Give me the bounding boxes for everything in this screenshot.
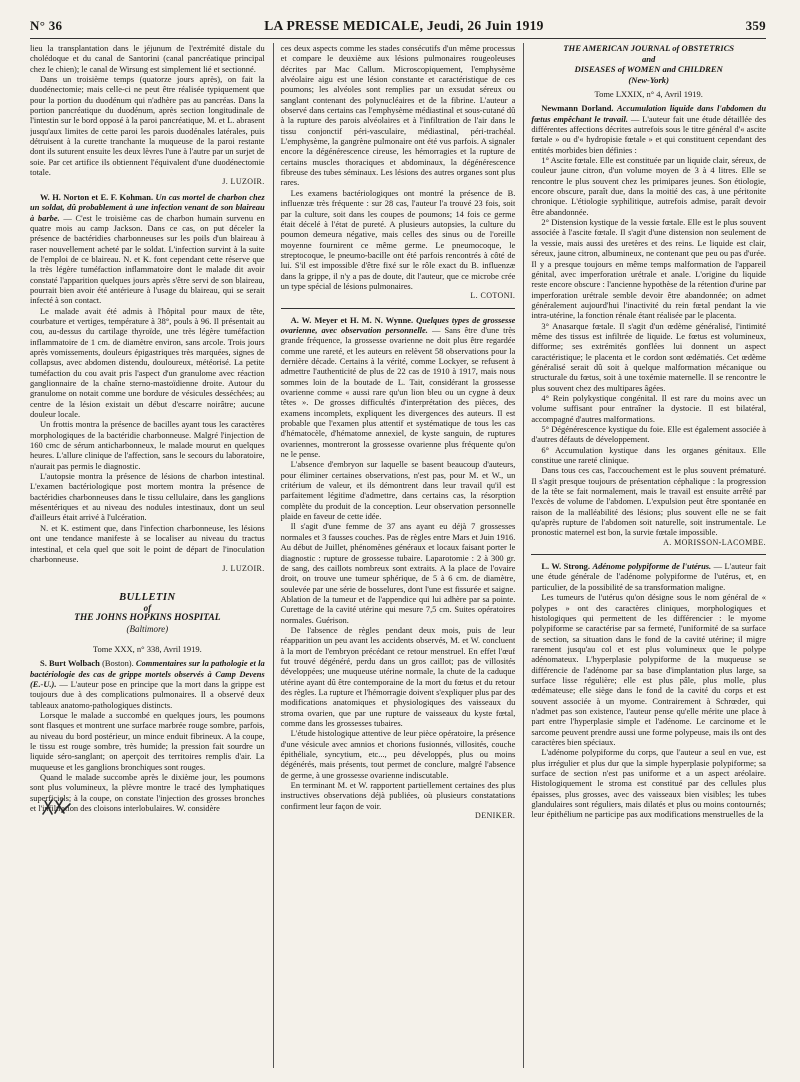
journal-block [30, 593, 265, 634]
article-title: Commentaires sur la pathologie et la bactériologie des cas de grippe mortels observés à Camp Devens (E.-U.). [30, 658, 265, 689]
paragraph: Lorsque le malade a succombé en quelques jours, les poumons sont flasques et montrent une surface marbrée rouge sombre, parfois, au niveau du bord postérieur, un mince enduit fibrineux. A la coupe, le tissu est rouge sombre, très humide; la pression fait sourdre un liquide séro-sanglant; on aperçoit des territoires remplis d'air. La muqueuse et les ganglions bronchiques sont rouges. [30, 709, 265, 772]
paragraph: C'est le troisième cas de charbon humain survenu en quatre mois au camp Jackson. Dans ce cas, on put déceler la présence de bactéridies charbonneuses sur les poils d'un blaireau à raser nouvellement acheté par le soldat. L'infection survint à la suite de l'emploi de ce blaireau. N. et K. font cependant cette réserve que la très légère tuméfaction inflammatoire dont le malade dit avoir constaté l'apparition quelques jours après s'être servi de son blaireau, pourrait bien avoir été antérieure à l'usage du blaireau, qui se serait infecté à son contact. [30, 212, 265, 306]
column-3 [523, 43, 766, 1068]
journal-block [531, 43, 766, 85]
article-heading: Newmann Dorland. Accumulation liquide dans l'abdomen du fœtus empêchant le travail. — L'auteur fait une étude détaillée des différentes affections décrites autrefois sous le titre général d'« ascite fœtale » ou d'« hydropisie fœtale » et qui constituent cependant des entités morbides bien définies : [531, 103, 766, 155]
article-title: Un cas mortel de charbon chez un soldat, dû probablement à une infection venant de son blaireau à barbe. [30, 191, 265, 223]
journal-title: LA PRESSE MEDICALE, Jeudi, 26 Juin 1919 [264, 18, 544, 33]
paragraph: Les examens bactériologiques ont montré la présence de B. influenzæ très fréquente : sur 28 cas, l'auteur l'a trouvé 23 fois, soit par la culture, soit dans les coupes de poumons; 14 fois ce germe était décelé à l'état de pureté. A plusieurs autopsies, la culture du poumon demeura négative, mais celles des sinus ou de l'oreille moyenne fournirent ce même germe. Le pneumocoque, le streptocoque, le pneumo-bacille ont été parfois rencontrés à côté de lui. S'il est impossible d'être fixé sur le rôle exact du B. influenzæ dans la grippe, il n'y a pas de doute, dit l'auteur, que ce microbe crée un type spécial de lésions pulmonaires. [280, 187, 516, 291]
article-author: W. H. Norton et E. F. Kohman. [40, 191, 154, 202]
divider [531, 554, 766, 555]
column-2 [273, 43, 516, 1068]
journal-line: and [641, 53, 656, 64]
signature: J. LUZOIR. [222, 564, 265, 574]
paragraph: 2° Distension kystique de la vessie fœtale. Elle est le plus souvent associée à l'ascite fœtale. Il s'agit d'une distension non seulement de la vessie, mais aussi des uretères et des reins. Le liquide est clair, séreux, jaune citron, albumineux, ne contenant que peu ou pas d'urée. Il y a presque toujours en même temps malformation de l'appareil génital, avec imperforation urétrale et anale. L'origine du liquide reste encore obscure : l'ancienne hypothèse de la rétention d'urine par imperforation urétrale semble devoir être abandonnée; on admet généralement aujourd'hui l'inactivité du rein fœtal pendant la vie intra-utérine, la fonction rénale étant réalisée par le placenta. [531, 217, 766, 321]
journal-line: DISEASES of WOMEN and CHILDREN [574, 64, 723, 74]
bulletin-of: of [143, 602, 152, 613]
bulletin-label: BULLETIN [119, 591, 176, 603]
paragraph: Le malade avait été admis à l'hôpital pour maux de tête, courbature et vertiges, température à 38°, pouls à 96. Il présentait au cou, au-dessus du cartilage thyroïde, une très légère tuméfaction inflammatoire de 1 cm. de diamètre environ, sans arcole. Trois jours après vomissements, douleurs épigastriques très marquées, signes de collapsus, avec abdomen distendu, douloureux, météorisé. La petite tuméfaction du cou avait pris l'aspect d'un granulome avec réaction ganglionnaire de la chaîne sterno-mastoïdienne droite. Autour du granulome on notait comme une bordure de vésicules desséchées; au centre de la lésion existait un début d'escarre noirâtre; aucune douleur locale. [30, 305, 265, 420]
paragraph: Il s'agit d'une femme de 37 ans ayant eu déjà 7 grossesses normales et 3 fausses couches. Pas de règles entre Mars et Juin 1916. Au début de Juillet, phénomènes généraux et locaux faisant porter le diagnostic : rupture de grossesse tubaire. Laparotomie : 2 à 300 gr. de sang, des caillots nombreux sont extraits. A la place de l'ovaire droit, on trouve une tumeur sphérique, de 5 à 6 cm. de diamètre, soulevée par une série de bosselures, dont l'une est fissurée et saigne. Ablation de la tumeur et de l'appendice qui lui adhère par sa pointe. Curettage de la cavité utérine qui mesure 7,5 cm. Suites opératoires normales. Guérison. [280, 521, 516, 625]
paragraph: 3° Anasarque fœtale. Il s'agit d'un œdème généralisé, l'intimité même des tissus est infiltrée de liquide. Le fœtus est volumineux, difforme; ses extrémités gonflées lui donnent un aspect caractéristique; le placenta et le cordon sont œdématiés. Cet œdème généralisé serait dû soit à quelque malformation mécanique ou structurale du fœtus, soit à une toxémie maternelle. Il se rencontre le plus souvent chez des multipares âgées. [531, 320, 766, 393]
paragraph: 6° Accumulation kystique dans les organes génitaux. Elle constitue une rareté clinique. [531, 444, 766, 466]
tome-line: Tome LXXIX, n° 4, Avril 1919. [594, 89, 703, 99]
paragraph: Quand le malade succombe après le dixième jour, les poumons sont plus volumineux, la plèvre montre le tracé des lymphatiques superficiels; à la coupe, on constate l'injection des grosses bronches et l'infiltration des cloisons interlobulaires. W. considère [30, 772, 265, 814]
signature: L. COTONI. [470, 291, 516, 301]
paragraph: L'auteur fait une étude générale de l'adénome polypiforme de l'utérus, et, en particulier, de la possibilité de sa transformation maligne. [531, 561, 766, 592]
article-heading: S. Burt Wolbach (Boston). Commentaires sur la pathologie et la bactériologie des cas de grippe mortels observés à Camp Devens (E.-U.). — L'auteur pose en principe que la mort dans la grippe est toujours due à des complications pulmonaires. Il a observé deux tableaux anatomo-pathologiques distincts. [30, 658, 265, 710]
columns [30, 43, 766, 1068]
page-header [30, 18, 766, 34]
article-author: L. W. Strong. [541, 561, 590, 572]
paragraph: Dans un troisième temps (quatorze jours après), on fait la duodénectomie; mais celle-ci ne peut être réalisée typiquement que pour la portion du duodénum qui n'adhère pas au pancréas. Dans la portion pancréatique du duodénum, après section longitudinale de l'intestin sur le bord opposé à la paroi pancréatique, M. et L. abrasent jusqu'aux limites de cette paroi les parois duodénales latérales, puis détruisent à la curette tranchante la muqueuse de la paroi restante dont ils suturent ensuite les deux lèvres l'une à l'autre par un surjet de soie. Par cet artifice ils obtiennent l'équivalent d'une duodénectomie totale. [30, 74, 265, 178]
article-heading: L. W. Strong. Adénome polypiforme de l'utérus. — L'auteur fait une étude générale de l'adénome polypiforme de l'utérus, et, en particulier, de la possibilité de sa transformation maligne. [531, 561, 766, 592]
tome-line: Tome XXX, n° 338, Avril 1919. [92, 643, 202, 654]
column-1 [30, 43, 265, 1068]
paragraph: L'autopsie montra la présence de lésions de charbon intestinal. L'examen bactériologique post mortem montra la présence de bactéridies charbonneuses dans le tissu cellulaire, dans les ganglions mésentériques et au niveau des nodules intestinaux, dont un seul d'ailleurs était arrivé à l'ulcération. [30, 471, 265, 523]
paragraph: 4° Rein polykystique congénital. Il est rare du moins avec un volume suffisant pour entraîner la dystocie. Il est bilatéral, accompagné d'autres malformations. [531, 392, 766, 424]
paragraph: lieu la transplantation dans le jéjunum de l'extrémité distale du cholédoque et du canal de Santorini (canal pancréatique principal chez le chien); le canal de Wirsung est simplement lié et sectionné. [30, 43, 265, 74]
paragraph: Dans tous ces cas, l'accouchement est le plus souvent prématuré. Il s'agit presque toujours de présentation céphalique : la progression de la tête se fait normalement, mais le travail est ensuite arrêté par l'excès de volume de l'abdomen. L'expulsion peut être spontanée en raison de la malléabilité des lésions; plus souvent elle ne se fait qu'après rupture de l'abdomen soit naturelle, soit instrumentale. Le pronostic maternel est bon, la survie fœtale impossible. [531, 465, 766, 538]
signature: A. MORISSON-LACOMBE. [663, 537, 766, 547]
paragraph: Sans être d'une très grande fréquence, la grossesse ovarienne ne doit plus être regardée comme une rareté, et les auteurs en relèvent 58 observations pour la dernière décade. Certains à la vérité, comme Lockyer, se refusent à admettre l'authenticité de plus de 22 cas de 1910 à 1917, mais nous sommes loin de la boutade de L. Tait, considérant la grossesse ovarienne comme « aussi rare qu'un lion bleu ou un cygne à deux têtes ». De grosses difficultés d'interprétation des pièces, des examens incomplets, expliquent les divergences des auteurs. Il est probable que l'examen plus attentif et systématique de tous les cas d'hématocèle, d'hématome annexiel, de kyste sanguin, de ruptures ovariennes, montreront la grossesse ovarienne plus fréquente qu'on ne le pense. [280, 324, 516, 460]
paragraph: L'étude histologique attentive de leur pièce opératoire, la présence d'une vésicule avec amnios et chorions fusionnés, villosités, couche épithéliale, syncytium, etc..., peu développés, plus ou moins dégénérés, mais présents, tout permet de conclure, malgré l'absence de germe, à une grossesse ovarienne indiscutable. [280, 728, 516, 780]
article-title: Adénome polypiforme de l'utérus. [592, 561, 712, 572]
paragraph: L'absence d'embryon sur laquelle se basent beaucoup d'auteurs, pour éliminer certaines observations, n'est pas, pour M. et W., un critérium de valeur, et ils démontrent dans leur travail qu'il est parfaitement légitime d'admettre, dans certains cas, la résorption complète du produit de la conception. Leur observation personnelle plaide en faveur de cette idée. [280, 459, 516, 522]
header-rule [30, 38, 766, 39]
paragraph: 5° Dégénérescence kystique du foie. Elle est également associée à d'autres défauts de développement. [531, 424, 766, 445]
paragraph: En terminant M. et W. rapportent partiellement certaines des plus instructives observations déjà publiées, où plusieurs constatations confirment leur façon de voir. [280, 780, 516, 811]
signature: DENIKER. [475, 811, 516, 821]
article-heading: A. W. Meyer et H. M. N. Wynne. Quelques types de grossesse ovarienne, avec observation personnelle. — Sans être d'une très grande fréquence, la grossesse ovarienne ne doit plus être regardée comme une rareté, et les auteurs en relèvent 58 observations pour la dernière décade. Certains à la vérité, comme Lockyer, se refusent à admettre l'authenticité de plus de 22 cas de 1910 à 1917, mais nous sommes loin de la boutade de L. Tait, considérant la grossesse ovarienne comme « aussi rare qu'un lion bleu ou un cygne à deux têtes ». De grosses difficultés d'interprétation des pièces, des examens incomplets, expliquent les divergences des auteurs. Il est probable que l'examen plus attentif et systématique de tous les cas d'hématocèle, d'hématome annexiel, de kyste sanguin, de ruptures ovariennes, montreront la grossesse ovarienne plus fréquente qu'on ne le pense. [280, 314, 516, 460]
bulletin-city: (Baltimore) [126, 623, 169, 634]
article-author: A. W. Meyer et H. M. N. Wynne. [290, 314, 414, 325]
article-title: Quelques types de grossesse ovarienne, avec observation personnelle. [280, 314, 516, 335]
paragraph: L'auteur pose en principe que la mort dans la grippe est toujours due à des complications pulmonaires. Il a observé deux tableaux anatomo-pathologiques distincts. [30, 678, 265, 710]
paragraph: Les tumeurs de l'utérus qu'on désigne sous le nom général de « polypes » ont des caractères cliniques, morphologiques et histologiques qui permettent de les différencier : le myome polypiforme se caractérise par sa fermeté, l'uniformité de sa surface de section, sa situation dans le fond de la cavité utérine; il migre rarement jusqu'au col et est plus volumineux que le polype adénomateux. L'hyperplasie polypiforme de la muqueuse se différencie de l'adénome par sa base d'implantation plus large, sa surface lisse régulière; elle est plus pâle, plus molle, plus œdémateuse; elle siège dans le fond de la cavité du corps et est souvent associée à un myome. Contrairement à Schrœder, qui n'admet pas son existence, l'auteur pense qu'elle mérite une place à part entre l'hyperplasie simple et l'adénome. Le carcinome et le sarcome peuvent prendre aussi une forme polypeuse, mais ils ont des caractères bien spéciaux. [531, 592, 766, 747]
article-heading: W. H. Norton et E. F. Kohman. Un cas mortel de charbon chez un soldat, dû probablement à une infection venant de son blaireau à barbe. — C'est le troisième cas de charbon humain survenu en quatre mois au camp Jackson. Dans ce cas, on put déceler la présence de bactéridies charbonneuses sur les poils d'un blaireau à raser nouvellement acheté par le soldat. L'infection survint à la suite de l'emploi de ce blaireau. N. et K. font cependant cette réserve que la très légère tuméfaction inflammatoire dont le malade dit avoir constaté l'apparition quelques jours après s'être servi de son blaireau, pourrait bien avoir été antérieure à l'usage du blaireau, qui se serait infecté à son contact. [30, 191, 265, 306]
paragraph: L'adénome polypiforme du corps, que l'auteur a seul en vue, est plus irrégulier et plus dur que la simple hyperplasie polypiforme; sa surface de section n'est pas uniforme et a un aspect aréolaire. Histologiquement le stroma est constitué par des cellules plus épaisses, plus grosses, avec des vaisseaux bien visibles; les tubes glandulaires sont réguliers, mais dilatés et plus ou moins contournés; leur épithélium ne participe pas aux modifications menstruelles de la [531, 747, 766, 820]
issue-number: N° 36 [30, 18, 63, 33]
journal-line: (New-York) [628, 74, 669, 85]
bulletin-journal: THE JOHNS HOPKINS HOSPITAL [74, 613, 221, 624]
page-number: 359 [745, 18, 766, 33]
paragraph: ces deux aspects comme les stades consécutifs d'un même processus et compare le deuxième aux lésions pulmonaires rougeoleuses décrites par Mac Callum. Microscopiquement, l'emphysème alvéolaire aigu est une lésion constante et caractéristique de ces poumons; les alvéoles sont remplies par un exsudat séreux ou sanglant contenant des polynucléaires et de la fibrine. L'auteur a observé dans certains cas l'emphysème médiastinal et sous-cutané dû à la rupture des parois alvéolaires et à l'infiltration de l'air dans le tissu conjonctif péri-vasculaire, médiastinal, péri-trachéal. L'emphysème, la gangrène pulmonaire ont été vus parfois. A signaler encore la dégénérescence cireuse, les hémorragies et la rupture de certains muscles thoraciques et abdominaux, la dégénérescence fibreuse des tubes séminaux. Les lésions des autres organes sont plus rares. [280, 43, 516, 188]
handwritten-mark [40, 796, 72, 818]
paragraph: N. et K. estiment que, dans l'infection charbonneuse, les lésions ont une tendance manifeste à se localiser au niveau du tractus intestinal, et cela quel que soit le point de départ de l'inoculation charbonneuse. [30, 522, 265, 564]
article-place: (Boston). [102, 658, 134, 669]
paragraph: L'auteur fait une étude détaillée des différentes affections décrites autrefois sous le titre général d'« ascite fœtale » ou d'« hydropisie fœtale » et qui constituent cependant des entités morbides bien définies : [531, 113, 766, 155]
divider [281, 308, 516, 309]
journal-line: THE AMERICAN JOURNAL of OBSTETRICS [563, 43, 735, 53]
paragraph: 1° Ascite fœtale. Elle est constituée par un liquide clair, séreux, de couleur jaune citron, d'un volume moyen de 3 à 4 litres. Elle se rencontre le plus souvent chez les primipares jeunes. Son étiologie, encore obscure, paraît due, dans la moitié des cas, à une péritonite chronique. L'étiologie syphilitique, autrefois admise, paraît devoir être abandonnée. [531, 155, 766, 217]
article-author: S. Burt Wolbach [40, 658, 100, 669]
signature: J. LUZOIR. [222, 177, 265, 187]
paragraph: Un frottis montra la présence de bacilles ayant tous les caractères morphologiques de la bactéridie charbonneuse. Malgré l'injection de 160 cmc de sérum anticharbonneux, le malade mourut en quelques heures. L'allure clinique de l'affection, sans le secours du laboratoire, n'aurait pas permis le diagnostic. [30, 419, 265, 471]
article-author: Newmann Dorland. [541, 103, 614, 114]
paragraph: De l'absence de règles pendant deux mois, puis de leur réapparition un peu avant les accidents observés, M. et W. concluent à la mort de l'embryon précédant ce retour menstruel. En effet l'œuf fut trouvé dégénéré, perdu dans un gros caillot; pas de villosités développées; une muqueuse utérine normale, la chute de la caduque utérine ayant dû être contemporaine de la mort du fœtus et du retour des règles. La rupture et l'hémorragie doivent s'expliquer plus par des modifications anatomiques et physiologiques des vaisseaux du stroma ovarien, que par une rupture de vaisseaux du kyste fœtal, comme dans les grossesses tubaires. [280, 624, 516, 728]
article-title: Accumulation liquide dans l'abdomen du fœtus empêchant le travail. [531, 103, 766, 124]
